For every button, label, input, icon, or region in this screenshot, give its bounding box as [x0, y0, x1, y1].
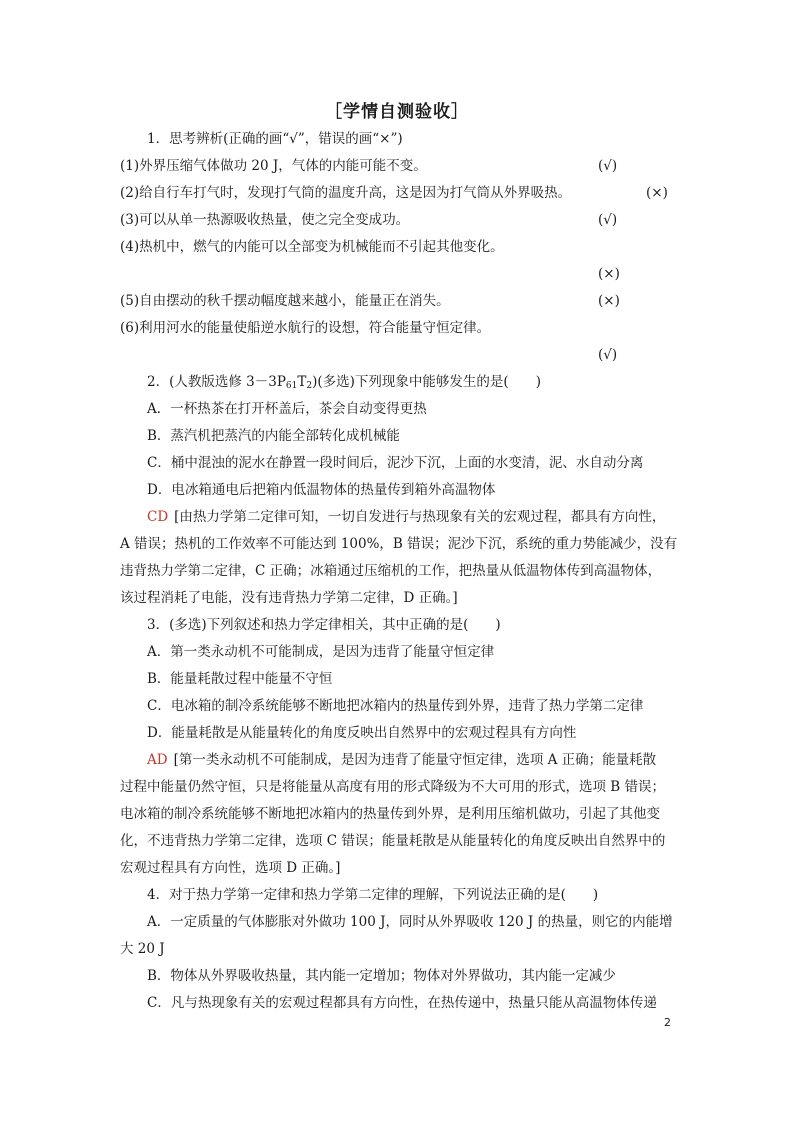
q4-option-a-cont: 大 20 J [120, 941, 165, 957]
q3-explanation-line-5: 宏观过程具有方向性，选项 D 正确。] [120, 860, 341, 876]
q2-stem-sub: 61 [285, 381, 298, 391]
q4-option-a: A．一定质量的气体膨胀对外做功 100 J，同时从外界吸收 120 J 的热量，则它的内能增 [147, 914, 673, 930]
q2-option-a: A．一杯热茶在打开杯盖后，茶会自动变得更热 [147, 401, 427, 417]
q1-item-5: (5)自由摆动的秋千摆动幅度越来越小，能量正在消失。 [120, 293, 450, 309]
q2-stem-part-b: T [297, 374, 307, 390]
q2-explanation-text-1: [由热力学第二定律可知，一切自发进行与热现象有关的宏观过程，都具有方向性， [174, 509, 666, 525]
section-title: ［学情自测验收］ [325, 102, 469, 122]
q2-explanation-line-1 [147, 508, 680, 526]
q3-option-a: A．第一类永动机不可能制成，是因为违背了能量守恒定律 [147, 644, 495, 660]
q2-option-d: D．电冰箱通电后把箱内低温物体的热量传到箱外高温物体 [147, 482, 496, 498]
q4-stem: 4．对于热力学第一定律和热力学第二定律的理解，下列说法正确的是( ) [147, 887, 599, 903]
q2-explanation-line-4: 该过程消耗了电能，没有违背热力学第二定律，D 正确。] [120, 590, 458, 606]
q1-item-6-mark: (√) [598, 347, 618, 363]
q2-option-b: B．蒸汽机把蒸汽的内能全部转化成机械能 [147, 428, 400, 444]
q3-explanation-line-1 [147, 751, 680, 769]
page-number: 2 [664, 1016, 671, 1029]
q3-option-c: C．电冰箱的制冷系统能够不断地把冰箱内的热量传到外界，违背了热力学第二定律 [147, 698, 644, 714]
q1-item-1: (1)外界压缩气体做功 20 J，气体的内能可能不变。 [120, 158, 427, 174]
q2-stem [147, 373, 680, 395]
q1-stem: 1．思考辨析(正确的画“√”，错误的画“×”) [147, 131, 403, 147]
q1-item-2: (2)给自行车打气时，发现打气筒的温度升高，这是因为打气筒从外界吸热。 [120, 185, 572, 201]
q1-item-3-mark: (√) [598, 212, 618, 228]
q1-item-4-mark: (×) [598, 266, 620, 282]
q2-stem-part-a: 2．(人教版选修 3－3P [147, 374, 286, 390]
q2-option-c: C．桶中混浊的泥水在静置一段时间后，泥沙下沉，上面的水变清，泥、水自动分离 [147, 455, 644, 471]
q2-explanation-line-2: A 错误；热机的工作效率不可能达到 100%，B 错误；泥沙下沉，系统的重力势能减少，没有 [120, 536, 678, 552]
q2-stem-part-c: )(多选)下列现象中能够发生的是( ) [312, 374, 541, 390]
q3-explanation-text-1: [第一类永动机不可能制成，是因为违背了能量守恒定律，选项 A 正确；能量耗散 [173, 752, 657, 768]
q4-option-c: C．凡与热现象有关的宏观过程都具有方向性，在热传递中，热量只能从高温物体传递 [147, 995, 657, 1011]
q2-stem-sub2: 2 [306, 381, 313, 391]
q3-explanation-line-3: 电冰箱的制冷系统能够不断地把冰箱内的热量传到外界，是利用压缩机做功，引起了其他变 [120, 806, 660, 822]
q4-option-b: B．物体从外界吸收热量，其内能一定增加；物体对外界做功，其内能一定减少 [147, 968, 616, 984]
q1-item-2-mark: (×) [646, 185, 668, 201]
q3-option-d: D．能量耗散是从能量转化的角度反映出自然界中的宏观过程具有方向性 [147, 725, 577, 741]
q2-explanation-line-3: 违背热力学第二定律，C 正确；冰箱通过压缩机的工作，把热量从低温物体传到高温物体， [120, 563, 662, 579]
q1-item-1-mark: (√) [598, 158, 618, 174]
q3-stem: 3．(多选)下列叙述和热力学定律相关，其中正确的是( ) [147, 617, 501, 633]
q2-answer: CD [147, 509, 169, 525]
q3-explanation-line-2: 过程中能量仍然守恒，只是将能量从高度有用的形式降级为不大可用的形式，选项 B 错误； [120, 779, 666, 795]
q3-option-b: B．能量耗散过程中能量不守恒 [147, 671, 333, 687]
q3-explanation-line-4: 化，不违背热力学第二定律，选项 C 错误；能量耗散是从能量转化的角度反映出自然界中的 [120, 833, 666, 849]
q1-item-5-mark: (×) [598, 293, 620, 309]
q3-answer: AD [147, 752, 168, 768]
q1-item-6: (6)利用河水的能量使船逆水航行的设想，符合能量守恒定律。 [120, 320, 491, 336]
q1-item-4: (4)热机中，燃气的内能可以全部变为机械能而不引起其他变化。 [120, 239, 504, 255]
q1-item-3: (3)可以从单一热源吸收热量，使之完全变成功。 [120, 212, 410, 228]
